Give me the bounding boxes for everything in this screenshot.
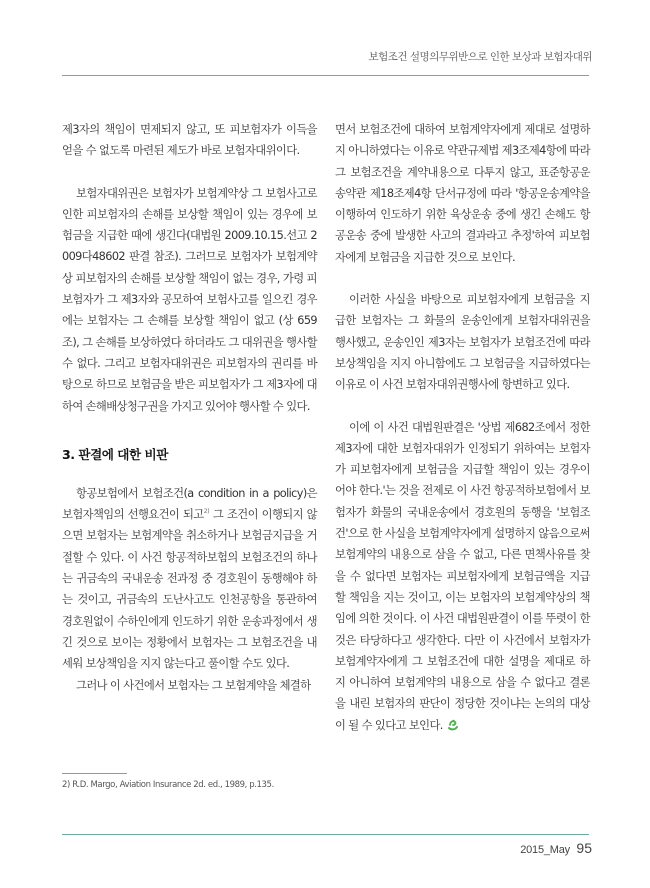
left-column: [62, 119, 317, 696]
footer-rule: [62, 834, 589, 835]
header-rule: [62, 75, 589, 76]
paragraph-text: 그 조건이 이행되지 않으면 보험자는 보험계약을 취소하거나 보험금지급을 거절할 수 있다. 이 사건 항공적하보험의 보험조건의 하나는 귀금속의 국내운송 전과정 중 경호원이 동행해야 하는 것이고, 귀금속의 도난사고도 인천공항을 통관하여 경호원없이 수하인에게 인도하기 위한 운송과정에서 생긴 것으로 보이는 정황에서 보험자는 그 보험조건을 내세워 보상책임을 지지 않는다고 풀이할 수도 있다.: [62, 508, 317, 671]
paragraph: 그러나 이 사건에서 보험자는 그 보험계약을 체결하: [76, 678, 311, 692]
issue-label: 2015_May: [520, 844, 570, 856]
running-header: 보험조건 설명의무위반으로 인한 보상과 보험자대위: [368, 51, 592, 63]
footnote-rule: [62, 773, 127, 774]
right-column: [335, 119, 590, 736]
paragraph: 보험자대위권은 보험자가 보험계약상 그 보험사고로 인한 피보험자의 손해를 보상할 책임이 있는 경우에 보험금을 지급한 때에 생긴다(대법원 2009.10.15.선고 2009다48602 판결 참조). 그러므로 보험자가 보험계약상 피보험자의 손해를 보상할 책임이 없는 경우, 가령 피보험자가 그 제3자와 공모하여 보험사고를 일으킨 경우에는 보험자는 그 손해를 보상할 책임이 없고 (상 659조), 그 손해를 보상하였다 하더라도 그 대위권을 행사할 수 없다. 그리고 보험자대위권은 피보험자의 권리를 바탕으로 하므로 보험금을 받은 피보험자가 그 제3자에 대하여 손해배상청구권을 가지고 있어야 행사할 수 있다.: [62, 186, 317, 413]
footnote: 2) R.D. Margo, Aviation Insurance 2d. ed., 1989, p.135.: [62, 780, 274, 790]
paragraph: 제3자의 책임이 면제되지 않고, 또 피보험자가 이득을 얻을 수 없도록 마련된 제도가 바로 보험자대위이다.: [62, 123, 317, 158]
section-heading: 3. 판결에 대한 비판: [62, 446, 168, 462]
article-end-icon: [446, 719, 459, 731]
footnote-reference: 2): [203, 507, 210, 516]
paragraph: 이러한 사실을 바탕으로 피보험자에게 보험금을 지급한 보험자는 그 화물의 운송인에게 보험자대위권을 행사했고, 운송인인 제3자는 보험자가 보험조건에 따라 보상책임을 지지 아니함에도 그 보험금을 지급하였다는 이유로 이 사건 보험자대위권행사에 항변하고 있다.: [335, 293, 590, 392]
paragraph-text: 이에 이 사건 대법원판결은 '상법 제682조에서 정한 제3자에 대한 보험자대위가 인정되기 위하여는 보험자가 피보험자에게 보험금을 지급할 책임이 있는 경우이어야 한다.'는 것을 전제로 이 사건 항공적하보험에서 보험자가 화물의 국내운송에서 경호원의 동행을 '보험조건'으로 한 사실을 보험계약자에게 설명하지 않음으로써 보험계약의 내용으로 삼을 수 없고, 다른 면책사유를 찾을 수 없다면 보험자는 피보험자에게 보험금액을 지급할 책임을 지는 것이고, 이는 보험자의 보험계약상의 책임에 의한 것이다. 이 사건 대법원판결이 이를 뚜렷이 한 것은 타당하다고 생각한다. 다만 이 사건에서 보험자가 보험계약자에게 그 보험조건에 대한 설명을 제대로 하지 아니하여 보험계약의 내용으로 삼을 수 없다고 결론을 내린 보험자의 판단이 정당한 것이냐는 논의의 대상이 될 수 있다고 보인다.: [335, 420, 590, 732]
paragraph-text: 항공보험에서 보험조건(a condition in a policy)은 보험자책임의 선행요건이 되고: [62, 486, 317, 522]
paragraph: 면서 보험조건에 대하여 보험계약자에게 제대로 설명하지 아니하였다는 이유로 약관규제법 제3조제4항에 따라 그 보험조건을 계약내용으로 다투지 않고, 표준항공운송약관 제18조제4항 단서규정에 따라 '항공운송계약을 이행하여 인도하기 위한 육상운송 중에 생긴 손해도 항공운송 중에 발생한 사고의 결과라고 추정'하여 피보험자에게 보험금을 지급한 것으로 보인다.: [335, 123, 591, 264]
paragraph: [335, 417, 590, 736]
paragraph: [62, 483, 317, 675]
page-footer: [520, 840, 592, 858]
page-number: 95: [576, 840, 592, 856]
